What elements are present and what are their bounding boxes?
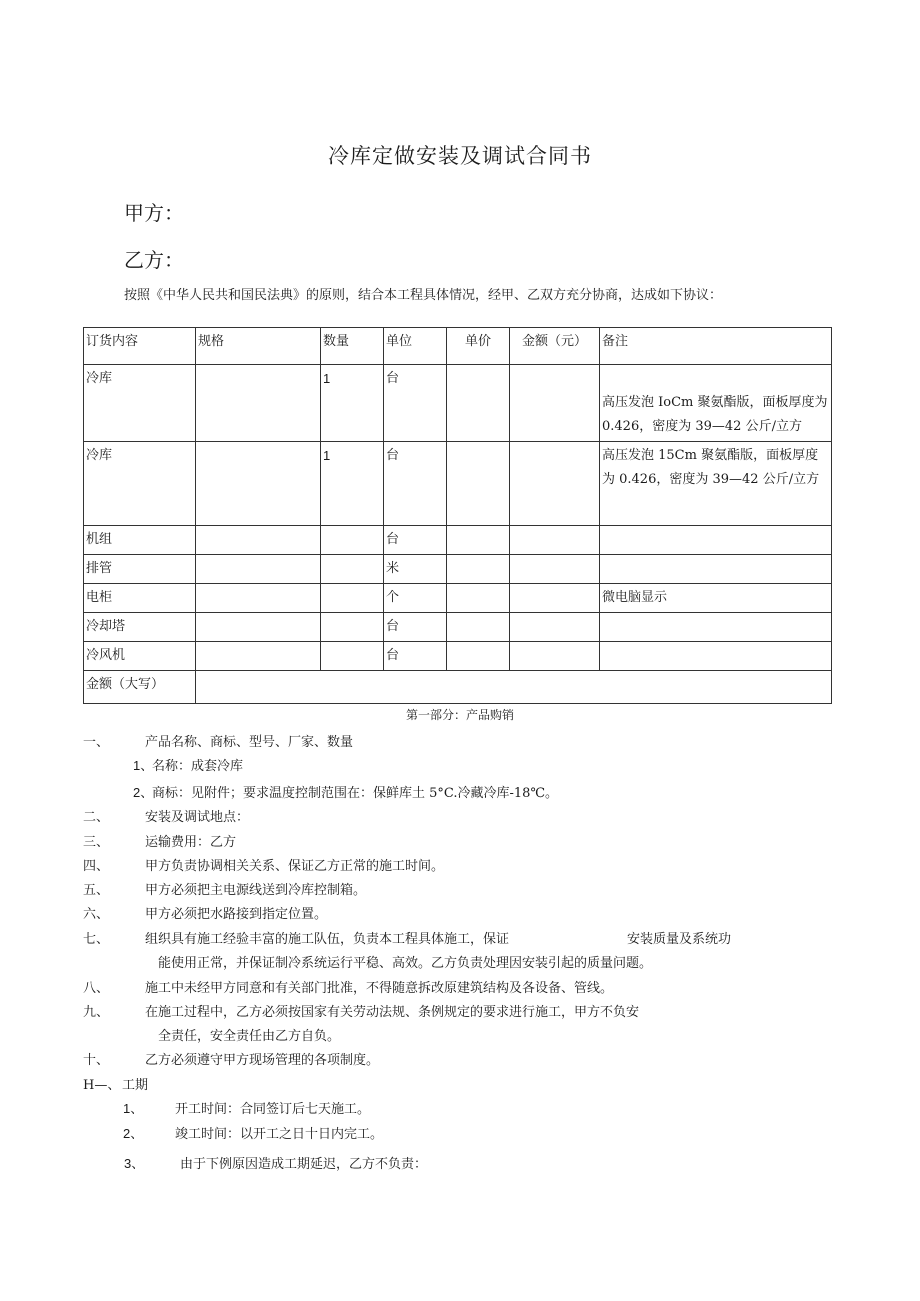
amount-cell	[510, 526, 600, 555]
amount-cell	[510, 584, 600, 613]
header-cell: 单位	[384, 328, 447, 365]
clause-number: 七、	[83, 932, 110, 947]
clause-text: 甲方必须把主电源线送到冷库控制箱。	[145, 883, 367, 898]
qty-cell	[321, 526, 384, 555]
price-cell	[447, 442, 510, 526]
total-value-cell	[196, 671, 832, 704]
note-cell	[600, 642, 832, 671]
header-cell: 单价	[447, 328, 510, 365]
header-cell: 订货内容	[84, 328, 196, 365]
spec-cell	[196, 442, 321, 526]
spec-cell	[196, 584, 321, 613]
clause-number: 四、	[83, 859, 110, 874]
clause-number: 2、	[123, 1126, 144, 1141]
amount-cell	[510, 642, 600, 671]
table-row	[84, 526, 832, 555]
spec-cell	[196, 555, 321, 584]
item-cell: 排管	[84, 555, 196, 584]
price-cell	[447, 584, 510, 613]
spec-cell	[196, 365, 321, 442]
note-cell: 高压发泡 15Cm 聚氨酯版，面板厚度为 0.426，密度为 39—42 公斤/立方	[600, 442, 832, 526]
header-cell: 金额（元）	[510, 328, 600, 365]
unit-cell: 台	[384, 613, 447, 642]
table-row	[84, 584, 832, 613]
clause-number: 六、	[83, 907, 110, 922]
clause-text: 商标：见附件；要求温度控制范围在：保鲜库土 5°C.冷藏冷库-18℃。	[152, 786, 558, 801]
clause-number: 一、	[83, 735, 110, 750]
header-cell: 备注	[600, 328, 832, 365]
qty-cell	[321, 555, 384, 584]
unit-cell: 台	[384, 526, 447, 555]
price-cell	[447, 526, 510, 555]
price-cell	[447, 613, 510, 642]
unit-cell: 台	[384, 365, 447, 442]
intro-paragraph: 按照《中华人民共和国民法典》的原则，结合本工程具体情况，经甲、乙双方充分协商，达成如下协议：	[124, 288, 723, 303]
price-cell	[447, 642, 510, 671]
clause-text: 产品名称、商标、型号、厂家、数量	[145, 735, 354, 750]
clause-text: 甲方负责协调相关关系、保证乙方正常的施工时间。	[145, 859, 445, 874]
total-label-cell: 金额（大写）	[84, 671, 196, 704]
clause-text: 组织具有施工经验丰富的施工队伍，负责本工程具体施工，保证	[145, 932, 510, 947]
clause-text-tail: 安装质量及系统功	[627, 932, 732, 947]
table-row	[84, 642, 832, 671]
qty-cell	[321, 584, 384, 613]
note-cell	[600, 555, 832, 584]
clause-number: 二、	[83, 810, 110, 825]
table-row	[84, 613, 832, 642]
clause-number: 1、	[123, 1101, 144, 1116]
clause-number: 八、	[83, 981, 110, 996]
party-a-label: 甲方：	[124, 201, 184, 225]
qty-cell: 1	[321, 365, 384, 442]
section-title: 第一部分：产品购销	[405, 708, 514, 722]
table-header-row	[84, 328, 832, 365]
total-row	[84, 671, 832, 704]
clause-text: 安装及调试地点：	[145, 810, 250, 825]
note-cell	[600, 526, 832, 555]
amount-cell	[510, 555, 600, 584]
qty-cell: 1	[321, 442, 384, 526]
note-cell: 微电脑显示	[600, 584, 832, 613]
unit-cell: 个	[384, 584, 447, 613]
amount-cell	[510, 442, 600, 526]
clause-continuation: 能使用正常，并保证制冷系统运行平稳、高效。乙方负责处理因安装引起的质量问题。	[158, 956, 653, 971]
clause-number: 五、	[83, 883, 110, 898]
spec-cell	[196, 526, 321, 555]
table-row	[84, 555, 832, 584]
amount-cell	[510, 365, 600, 442]
header-cell: 规格	[196, 328, 321, 365]
clause-number: 1、	[133, 758, 154, 773]
order-table	[83, 327, 832, 704]
document-title: 冷库定做安装及调试合同书	[328, 144, 592, 168]
clause-number: 3、	[124, 1156, 145, 1171]
unit-cell: 米	[384, 555, 447, 584]
clause-text: 施工中未经甲方同意和有关部门批准，不得随意拆改原建筑结构及各设备、管线。	[145, 981, 614, 996]
qty-cell	[321, 613, 384, 642]
clause-number: 2、	[133, 785, 154, 800]
clause-number: 九、	[83, 1005, 110, 1020]
price-cell	[447, 555, 510, 584]
clause-text: 乙方必须遵守甲方现场管理的各项制度。	[145, 1053, 380, 1068]
item-cell: 机组	[84, 526, 196, 555]
spec-cell	[196, 642, 321, 671]
item-cell: 冷却塔	[84, 613, 196, 642]
clause-text: 在施工过程中，乙方必须按国家有关劳动法规、条例规定的要求进行施工，甲方不负安	[145, 1005, 640, 1020]
unit-cell: 台	[384, 442, 447, 526]
unit-cell: 台	[384, 642, 447, 671]
clause-text: 竣工时间：以开工之日十日内完工。	[175, 1127, 384, 1142]
item-cell: 电柜	[84, 584, 196, 613]
amount-cell	[510, 613, 600, 642]
clause-number: H—、	[83, 1078, 121, 1093]
spec-cell	[196, 613, 321, 642]
table-row	[84, 365, 832, 442]
clause-text: 由于下例原因造成工期延迟，乙方不负责：	[180, 1157, 428, 1172]
note-cell: 高压发泡 IoCm 聚氨酯版，面板厚度为0.426，密度为 39—42 公斤/立方	[600, 365, 832, 442]
clause-text: 工期	[122, 1078, 149, 1093]
note-cell	[600, 613, 832, 642]
price-cell	[447, 365, 510, 442]
header-cell: 数量	[321, 328, 384, 365]
party-b-label: 乙方：	[124, 248, 184, 272]
item-cell: 冷库	[84, 442, 196, 526]
item-cell: 冷风机	[84, 642, 196, 671]
clause-number: 三、	[83, 835, 110, 850]
clause-text: 甲方必须把水路接到指定位置。	[145, 907, 328, 922]
item-cell: 冷库	[84, 365, 196, 442]
clause-text: 名称：成套冷库	[152, 759, 244, 774]
qty-cell	[321, 642, 384, 671]
clause-continuation: 全责任，安全责任由乙方自负。	[158, 1029, 341, 1044]
clause-text: 运输费用：乙方	[145, 835, 237, 850]
table-row	[84, 442, 832, 526]
clause-text: 开工时间：合同签订后七天施工。	[175, 1102, 371, 1117]
clause-number: 十、	[83, 1053, 110, 1068]
